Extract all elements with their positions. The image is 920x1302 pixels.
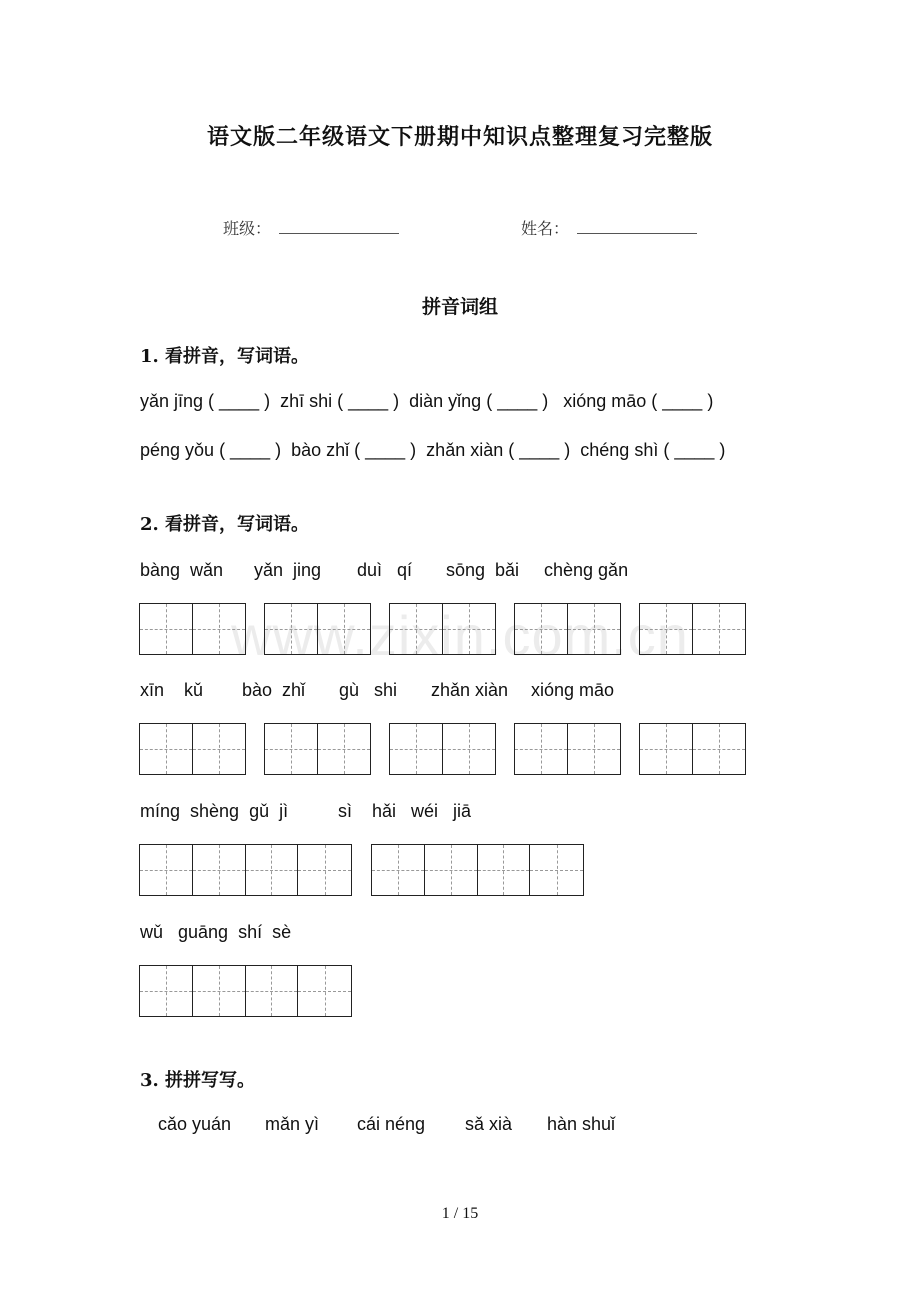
pinyin-word: sì hǎi wéi jiā [338,801,472,821]
pinyin-word: zhǎn xiàn [431,680,509,700]
writing-grid[interactable] [264,603,371,655]
pinyin-word: yǎn jing [254,560,322,580]
writing-grid[interactable] [389,603,496,655]
writing-grid[interactable] [139,723,246,775]
question-2-heading: 2. 看拼音，写词语。 [140,514,310,535]
pinyin-word: duì qí [357,560,413,580]
writing-grid[interactable] [639,723,746,775]
pinyin-word: cái néng [357,1114,426,1134]
pinyin-word: bào zhǐ [242,680,306,700]
writing-grid[interactable] [139,965,352,1017]
pinyin-word: cǎo yuán [158,1114,232,1134]
pinyin-word: gù shi [339,680,398,700]
writing-grid[interactable] [514,723,621,775]
document-title: 语文版二年级语文下册期中知识点整理复习完整版 [206,124,713,150]
writing-grid[interactable] [264,723,371,775]
writing-grid[interactable] [514,603,621,655]
watermark: www.zixin.com.cn [231,604,689,667]
writing-grid[interactable] [139,603,246,655]
pinyin-word: xīn kǔ [140,680,204,700]
writing-grid[interactable] [389,723,496,775]
pinyin-word: sǎ xià [465,1114,513,1134]
page-number: 1 / 15 [441,1205,479,1222]
question-1-line-1: yǎn jīng ( ____ ) zhī shi ( ____ ) diàn yǐng ( ____ ) xióng māo ( ____ ) [140,391,714,411]
pinyin-word: sōng bǎi [446,560,520,580]
pinyin-word: xióng māo [531,680,615,700]
writing-grid[interactable] [371,844,584,896]
class-label: 班级： [223,219,272,238]
name-blank-line [577,233,697,234]
pinyin-word: bàng wǎn [140,560,224,580]
question-3-heading: 3. 拼拼写写。 [140,1070,256,1091]
writing-grid[interactable] [639,603,746,655]
writing-grid[interactable] [139,844,352,896]
pinyin-word: hàn shuǐ [547,1114,616,1134]
question-1-line-2: péng yǒu ( ____ ) bào zhǐ ( ____ ) zhǎn xiàn ( ____ ) chéng shì ( ____ ) [140,440,726,460]
question-1-heading: 1. 看拼音，写词语。 [140,346,310,367]
class-blank-line [279,233,399,234]
pinyin-word: míng shèng gǔ jì [140,801,289,821]
pinyin-word: mǎn yì [265,1114,320,1134]
name-label: 姓名： [521,219,570,238]
pinyin-word: chèng gǎn [544,560,629,580]
pinyin-word: wǔ guāng shí sè [140,922,292,942]
section-title: 拼音词组 [421,296,498,318]
